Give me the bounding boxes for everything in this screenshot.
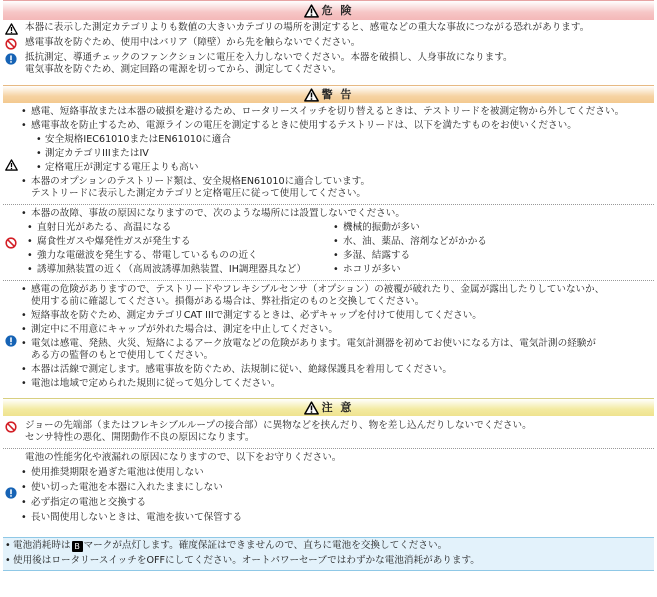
warning-header bbox=[3, 85, 654, 103]
prohibition-icon bbox=[5, 38, 17, 50]
note-power-off: • 使用後はロータリースイッチをOFFにしてください。オートパワーセーブではわずかな電池消耗があります。 bbox=[3, 555, 654, 567]
danger-title: 危 険 bbox=[321, 4, 354, 17]
danger-row-3: 抵抗測定、導通チェックのファンクションに電圧を入力しないでください。本器を破損し、人身事故になります。 電気事故を防ぐため、測定回路の電源を切ってから、測定してください。 bbox=[3, 52, 654, 76]
danger-header bbox=[3, 0, 654, 20]
warning-triangle-icon bbox=[304, 401, 319, 415]
warning-group-1: • 感電、短絡事故または本器の破損を避けるため、ロータリースイッチを切り替えるときは、テストリードを被測定物から外してください。 • 感電事故を防止するため、電源ラインの電圧を測定するときに使用するテストリードは、以下を満たすものをお使いください。 • 安全規格IEC61010またはEN61010に適合 • 測定カテゴリIIIまたはIV • 定格電圧が測定する電圧よりも高い • 本器のオプションのテストリード類は、安全規格EN61010に適合しています。 テストリードに表示した測定カテゴリと定格電圧に従って使用してください。 bbox=[3, 103, 654, 204]
notes-box bbox=[3, 537, 654, 571]
warning-group-2: • 本器の故障、事故の原因になりますので、次のような場所には設置しないでください。 • 直射日光があたる、高温になる • 腐食性ガスや爆発性ガスが発生する • 強力な電磁波を発生する、帯電しているものの近く • 誘導加熱装置の近く（高周波誘導加熱装置、IH調理器具など） • 機械的振動が多い • 水、油、薬品、溶剤などがかかる • 多湿、結露する • ホコリが多い bbox=[3, 204, 654, 280]
caution-group-2: 電池の性能劣化や液漏れの原因になりますので、以下をお守りください。 • 使用推奨期限を過ぎた電池は使用しない • 使い切った電池を本器に入れたままにしない • 必ず指定の電池と交換する • 長い間使用しないときは、電池を抜いて保管する bbox=[3, 448, 654, 527]
caution-header bbox=[3, 398, 654, 416]
danger-row-2: 感電事故を防ぐため、使用中はバリア（障壁）から先を触らないでください。 bbox=[3, 37, 654, 49]
safety-page bbox=[3, 0, 654, 571]
danger-section bbox=[3, 20, 654, 76]
warning-group-3: • 感電の危険がありますので、テストリードやフレキシブルセンサ（オプション）の被覆が破れたり、金属が露出したりしていないか、 使用する前に確認してください。損傷がある場合は、弊社指定のものと交換してください。 • 短絡事故を防ぐため、測定カテゴリCAT IIIで測定するときは、必ずキャップを付けて使用してください。 • 測定中に不用意にキャップが外れた場合は、測定を中止してください。 • 電気は感電、発熱、火災、短絡によるアーク放電などの危険があります。電気計測器を初めてお使いになる方は、電気計測の経験が ある方の監督のもとで使用してください。 • 本器は活線で測定します。感電事故を防ぐため、法規制に従い、絶縁保護具を着用してください。 • 電池は地域で定められた規則に従って処分してください。 bbox=[3, 280, 654, 394]
mandatory-icon bbox=[5, 53, 17, 65]
warning-triangle-icon bbox=[304, 4, 319, 18]
prohibition-icon bbox=[5, 421, 17, 433]
warning-triangle-icon bbox=[5, 23, 18, 35]
danger-row-1: 本器に表示した測定カテゴリよりも数値の大きいカテゴリの場所を測定すると、感電などの重大な事故につながる恐れがあります。 bbox=[3, 22, 654, 34]
caution-title: 注 意 bbox=[321, 400, 354, 414]
caution-group-1: ジョーの先端部（またはフレキシブルループの接合部）に異物などを挟んだり、物を差し込んだりしないでください。 センサ特性の悪化、開閉動作不良の原因になります。 bbox=[3, 416, 654, 448]
battery-icon: B bbox=[72, 541, 83, 552]
warning-triangle-icon bbox=[304, 88, 319, 102]
note-battery: • 電池消耗時は B マークが点灯します。確度保証はできませんので、直ちに電池を交換してください。 bbox=[3, 540, 654, 552]
warning-title: 警 告 bbox=[321, 87, 354, 101]
